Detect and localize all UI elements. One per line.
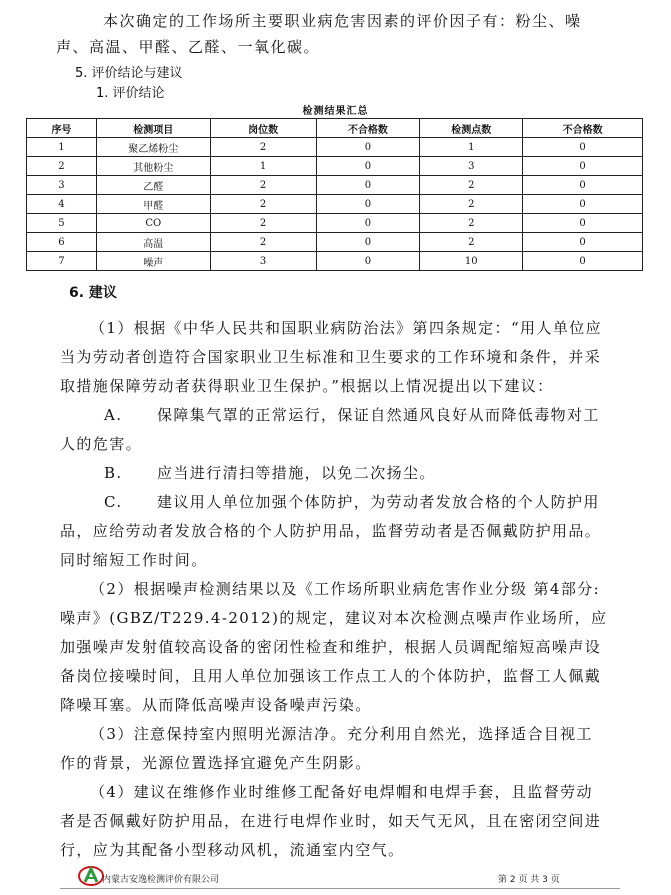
header-post-fail: 不合格数 — [316, 119, 420, 138]
footer-rule — [60, 888, 620, 889]
cell-point-fail: 0 — [523, 214, 643, 233]
cell-post-count: 2 — [210, 138, 316, 157]
cell-post-count: 2 — [210, 214, 316, 233]
cell-point-count: 10 — [420, 252, 523, 271]
cell-index: 5 — [27, 214, 97, 233]
cell-point-fail: 0 — [523, 138, 643, 157]
cell-point-fail: 0 — [523, 233, 643, 252]
cell-post-fail: 0 — [316, 214, 420, 233]
company-name: 内蒙古安逸检测评价有限公司 — [102, 875, 220, 885]
cell-post-fail: 0 — [316, 157, 420, 176]
cell-point-count: 2 — [420, 195, 523, 214]
table-row — [27, 233, 643, 252]
header-item: 检测项目 — [96, 119, 210, 138]
recommendation-3: （3）注意保持室内照明光源洁净。充分利用自然光，选择适合目视工作的背景，光源位置选择宜避免产生阴影。 — [60, 725, 593, 772]
cell-index: 3 — [27, 176, 97, 195]
cell-item: 乙醛 — [96, 176, 210, 195]
cell-index: 7 — [27, 252, 97, 271]
cell-post-count: 2 — [210, 195, 316, 214]
table-caption: 检测结果汇总 — [302, 106, 369, 117]
table-row — [27, 176, 643, 195]
cell-post-fail: 0 — [316, 176, 420, 195]
recommendation-4: （4）建议在维修作业时维修工配备好电焊帽和电焊手套，且监督劳动者是否佩戴好防护用品，在进行电焊作业时，如天气无风，且在密闭空间进行，应为其配备小型移动风机，流通室内空气。 — [60, 783, 602, 859]
cell-post-fail: 0 — [316, 195, 420, 214]
cell-item: 聚乙烯粉尘 — [96, 138, 210, 157]
item-text: 建议用人单位加强个体防护，为劳动者发放合格的个人防护用品，应给劳动者发放合格的个人防护用品，监督劳动者是否佩戴防护用品。同时缩短工作时间。 — [60, 493, 602, 569]
page-footer — [0, 864, 671, 894]
cell-post-fail: 0 — [316, 252, 420, 271]
cell-post-fail: 0 — [316, 233, 420, 252]
cell-point-count: 1 — [420, 138, 523, 157]
table-row — [27, 138, 643, 157]
cell-point-count: 2 — [420, 233, 523, 252]
cell-post-count: 2 — [210, 176, 316, 195]
recommendation-1b — [60, 459, 608, 488]
item-label: C. — [104, 493, 123, 511]
header-point-count: 检测点数 — [420, 119, 523, 138]
section-5-heading: 5. 评价结论与建议 — [75, 66, 183, 81]
recommendation-1: （1）根据《中华人民共和国职业病防治法》第四条规定：“用人单位应当为劳动者创造符合国家职业卫生标准和卫生要求的工作环境和条件，并采取措施保障劳动者获得职业卫生保护。”根据以上情况提出以下建议： — [60, 319, 603, 395]
item-label: A. — [104, 406, 123, 424]
header-index: 序号 — [27, 119, 97, 138]
cell-point-fail: 0 — [523, 195, 643, 214]
section-5-1-heading: 1. 评价结论 — [96, 86, 165, 101]
header-post-count: 岗位数 — [210, 119, 316, 138]
recommendation-2: （2）根据噪声检测结果以及《工作场所职业病危害作业分级 第4部分:噪声》(GBZ/T229.4-2012)的规定，建议对本次检测点噪声作业场所，应加强噪声发射值较高设备的密闭性检查和维护，根据人员调配缩短高噪声设备岗位接噪时间，且用人单位加强该工作点工人的个体防护，监督工人佩戴降噪耳塞。从而降低高噪声设备噪声污染。 — [60, 580, 608, 714]
results-table — [26, 118, 643, 271]
cell-point-count: 2 — [420, 176, 523, 195]
cell-index: 4 — [27, 195, 97, 214]
cell-item: 甲醛 — [96, 195, 210, 214]
table-row — [27, 214, 643, 233]
cell-point-count: 2 — [420, 214, 523, 233]
table-header-row — [27, 119, 643, 138]
header-point-fail: 不合格数 — [523, 119, 643, 138]
cell-point-fail: 0 — [523, 176, 643, 195]
cell-item: 其他粉尘 — [96, 157, 210, 176]
item-label: B. — [104, 464, 123, 482]
cell-post-count: 2 — [210, 233, 316, 252]
cell-post-count: 3 — [210, 252, 316, 271]
recommendations-body — [60, 314, 608, 865]
item-text: 保障集气罩的正常运行，保证自然通风良好从而降低毒物对工人的危害。 — [60, 406, 600, 453]
cell-post-fail: 0 — [316, 138, 420, 157]
item-text: 应当进行清扫等措施，以免二次扬尘。 — [157, 464, 436, 482]
cell-index: 2 — [27, 157, 97, 176]
table-row — [27, 157, 643, 176]
intro-paragraph: 本次确定的工作场所主要职业病危害因素的评价因子有：粉尘、噪声、高温、甲醛、乙醛、一氧化碳。 — [56, 12, 582, 56]
cell-point-fail: 0 — [523, 157, 643, 176]
cell-item: CO — [96, 214, 210, 233]
page-number: 第 2 页 共 3 页 — [498, 875, 560, 885]
table-row — [27, 252, 643, 271]
cell-item: 噪声 — [96, 252, 210, 271]
cell-post-count: 1 — [210, 157, 316, 176]
cell-index: 1 — [27, 138, 97, 157]
cell-point-fail: 0 — [523, 252, 643, 271]
cell-item: 高温 — [96, 233, 210, 252]
cell-point-count: 3 — [420, 157, 523, 176]
cell-index: 6 — [27, 233, 97, 252]
recommendation-1c — [60, 488, 608, 575]
section-6-heading: 6. 建议 — [69, 285, 117, 301]
table-row — [27, 195, 643, 214]
recommendation-1a — [60, 401, 608, 459]
